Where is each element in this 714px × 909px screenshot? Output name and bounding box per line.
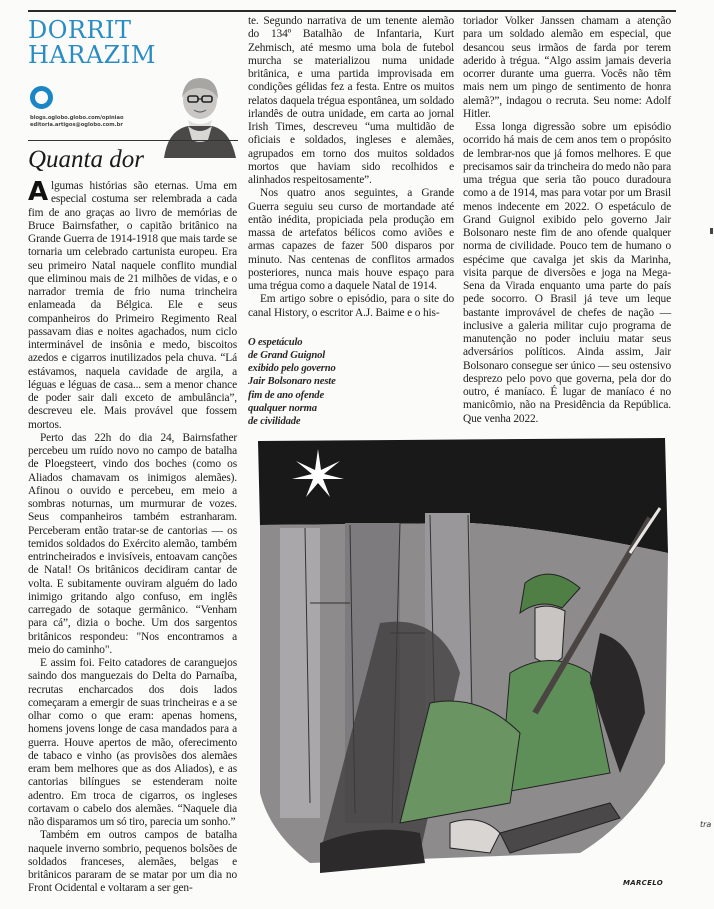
paragraph: Essa longa digressão sobre um episódio ocorrido há mais de cem anos tem o propósito de lembrar-nos que já fomos melhores. E que precisamos sair da trincheira do medo não para uma trégua que seria tão pouco duradoura como a de 1914, mas para votar por um Brasil menos indecente em 2022. O espetáculo de Grand Guignol exibido pelo governo Jair Bolsonaro neste fim de ano ofende qualquer norma de civilidade. Pouco tem de humano o espécime que cavalga jet skis da Marinha, visita parque de diversões e joga na Mega-Sena da Virada enquanto uma parte do país pede socorro. O Brasil já teve um leque bastante improvável de chefes de nação — inclusive a galeria militar cujo programa de manutenção no poder incluiu matar seus adversários políticos. Ainda assim, Jair Bolsonaro consegue ser único — seu ostensivo desprezo pelo povo que governa, pela dor do outro, é maníaco. É lugar de maníaco é no manicômio, não na Presidência da República. Que venha 2022. [463,121,671,425]
adjacent-page-fragment: tra [700,820,712,829]
paragraph: Em artigo sobre o episódio, para o site do canal History, o escritor A.J. Baime e o his- [248,293,454,319]
illustrator-signature: MARCELO [623,879,663,887]
paragraph: toriador Volker Janssen chamam a atenção para um soldado alemão em especial, que desancou seus irmãos de farda por terem aderido à trégua. “Algo assim jamais deveria ocorrer durante uma guerra. Vocês não têm mais nem um pingo de sentimento de honra alemã?”, indagou o recruta. Seu nome: Adolf Hitler. [463,15,671,120]
email-link[interactable]: editoria.artigos@oglobo.com.br [30,122,123,128]
author-name-line2: HARAZIM [28,41,156,69]
paragraph: Nos quatro anos seguintes, a Grande Guerra seguiu seu curso de mortandade até então inédita, propiciada pela produção em massa de artefatos bélicos como aviões e armas capazes de fazer 500 disparos por minuto. Nas centenas de conflitos armados posteriores, nunca mais houve espaço para uma trégua como a daquele Natal de 1914. [248,187,454,292]
author-divider [28,140,238,141]
oglobo-logo-icon [30,86,53,109]
article-column-1 [28,177,237,896]
adjacent-page-mark [710,228,713,234]
paragraph: te. Segundo narrativa de um tenente alemão do 134º Batalhão de Infantaria, Kurt Zehmisch, até mesmo uma bola de futebol murcha se materializou numa unidade britânica, e uma partida improvisada em condições gélidas fez a festa. Entre os muitos relatos daquela trégua espontânea, um soldado irlandês de outra unidade, em carta ao jornal Irish Times, descreveu “uma multidão de oficiais e soldados, ingleses e alemães, agrupados em torno dos muitos soldados mortos que haviam sido recolhidos e alinhados respeitosamente”. [248,15,454,186]
author-photo [158,70,238,158]
top-rule [28,10,676,12]
paragraph: E assim foi. Feito catadores de caranguejos saindo dos manguezais do Delta do Parnaíba, recrutas encharcados dos dois lados começaram a emergir de suas trincheiras e a se olhar como o que eram: apenas homens, homens jovens longe de casa mandados para a guerra. Houve apertos de mão, oferecimento de tabaco e vinho (as provisões dos alemães eram bem melhores que as dos Aliados), e as cantorias bilíngues se estenderam noite adentro. Em troca de cigarros, os ingleses cortavam o cabelo dos alemães. “Naquele dia não disparamos um só tiro, parecia um sonho.” [28,657,237,828]
article-column-3 [463,15,671,426]
drop-cap: A [28,177,48,207]
blog-link[interactable]: blogs.oglobo.globo.com/opiniao [30,115,124,121]
author-header [28,18,238,148]
paragraph: Também em outros campos de batalha naquele inverno sombrio, pequenos bolsões de soldados franceses, alemães, belgas e britânicos pararam de se matar por um dia no Front Ocidental e voltaram a ser gen- [28,829,237,895]
paragraph: Algumas histórias são eternas. Uma em especial costuma ser relembrada a cada fim de ano graças ao livro de memórias de Bruce Bairnsfather, o capitão britânico na Grande Guerra de 1914-1918 que mais tarde se tornaria um celebrado cartunista europeu. Era seu primeiro Natal naquele conflito mundial que eliminou mais de 21 milhões de vidas, e o narrador tremia de frio numa trincheira enlameada da Bélgica. Ele e seus companheiros do Primeiro Regimento Real passavam dias e noites agachados, num ciclo interminável de insônia e medo, biscoitos azedos e cigarros inutilizados pela chuva. “Lá estávamos, naquela cavidade de argila, a léguas e léguas de casa... sem a menor chance de poder sair dali exceto de ambulância”, descreveu ele. Mais provável que fossem mortos. [28,177,237,431]
paragraph: Perto das 22h do dia 24, Bairnsfather percebeu um ruído novo no campo de batalha de Ploegsteert, vindo dos boches (como os Aliados chamavam os inimigos alemães). Afinou o ouvido e percebeu, em meio a sombras noturnas, um murmurar de vozes. Seus companheiros também estranharam. Perceberam então tratar-se de cantorias — os temidos soldados do Exército alemão, também entrincheirados e invisíveis, entoavam canções de Natal! Os britânicos decidiram cantar de volta. E subitamente ouviram alguém do lado inimigo gritando algo confuso, em inglês carregado de sotaque germânico. “Venham para cá”, dizia o boche. Um dos sargentos britânicos respondeu: "Nos encontramos a meio do caminho". [28,431,237,656]
article-column-2 [248,15,454,428]
author-name-line1: DORRIT [28,16,132,44]
illustration-soldier-trench [250,433,671,896]
pull-quote: O espetáculo de Grand Guignol exibido pelo governo Jair Bolsonaro neste fim de ano ofende qualquer norma de civilidade [248,336,336,427]
article-headline: Quanta dor [28,146,144,173]
author-contact [30,115,124,129]
